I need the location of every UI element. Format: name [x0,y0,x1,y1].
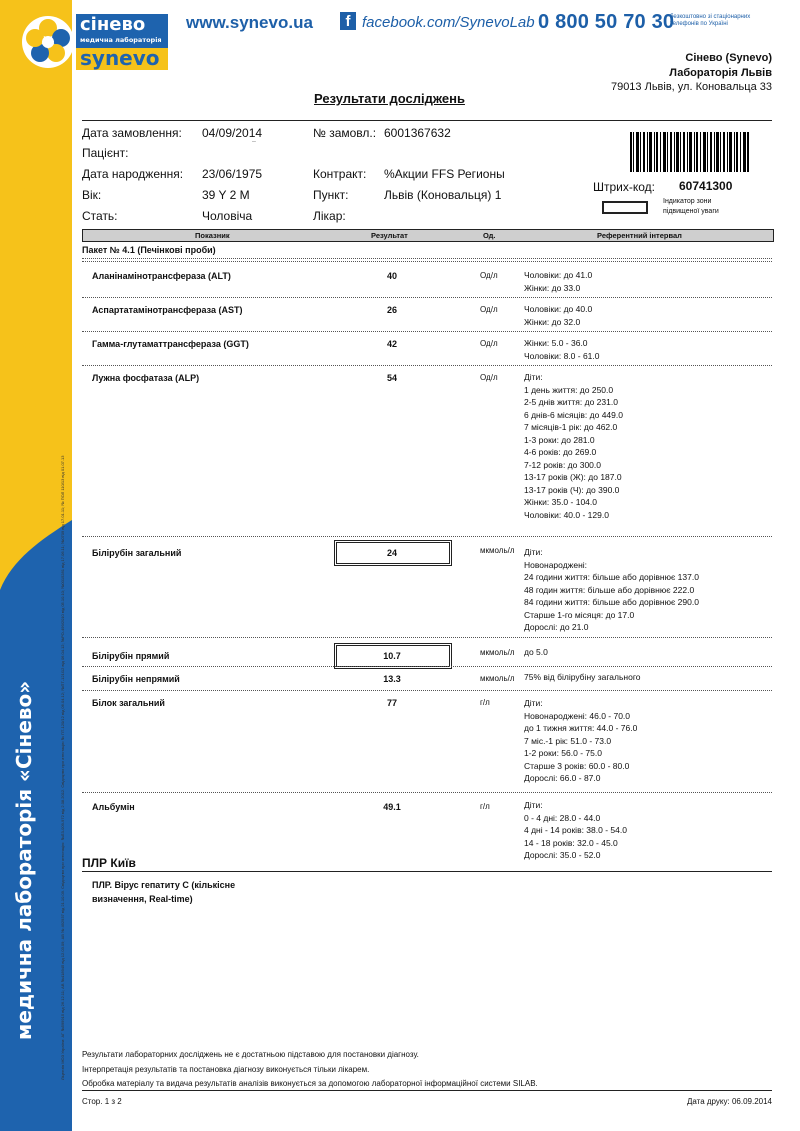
lab-name: Сінево (Synevo) [685,52,772,64]
row-ref [524,337,600,362]
ref-line: 13-17 років (Ч): до 390.0 [524,484,620,495]
lab-branch: Лабораторія Львів [669,67,772,79]
ref-line: 2-5 днів життя: до 231.0 [524,397,618,407]
ref-line: 14 - 18 років: 32.0 - 45.0 [524,837,618,848]
row-name: Білірубін прямий [92,651,170,661]
ref-line: Діти: [524,698,543,708]
ref-line: Старше 1-го місяця: до 17.0 [524,609,635,620]
row-name: Аспартатамінотрансфераза (AST) [92,305,243,315]
row-value: 49.1 [383,802,401,812]
footer-note: Інтерпретація результатів та постановка діагнозу виконується тільки лікарем. [82,1065,370,1074]
footer-note: Результати лабораторних досліджень не є достатньою підставою для постановки діагнозу. [82,1050,419,1059]
row-name: Білірубін загальний [92,548,182,558]
birth-value: 23/06/1975 [202,167,263,181]
ref-line: 1-2 роки: 56.0 - 75.0 [524,748,602,758]
row-unit: г/л [480,802,490,811]
row-ref [524,697,637,785]
row-value: 77 [386,698,397,708]
row-value: 54 [386,373,397,383]
row-unit: Од/л [480,271,498,280]
row-ref [524,269,592,294]
row-unit: Од/л [480,339,498,348]
slogan-text: додає цінність діагнозу [14,131,38,408]
synevo-logo [18,8,168,72]
row-divider [82,365,772,366]
row-value: 40 [386,271,397,281]
ref-line: 1 день життя: до 250.0 [524,384,614,395]
plr-section-title: ПЛР Київ [82,856,136,870]
row-value: 10.7 [383,651,401,661]
row-divider [82,690,772,691]
row-divider [82,297,772,298]
col-ref: Референтний інтервал [597,231,682,240]
ref-line: Жінки: 5.0 - 36.0 [524,338,588,348]
order-date-value: 04/09/2014 [202,126,263,140]
ref-line: 4-6 років: до 269.0 [524,447,597,457]
row-unit: г/л [480,698,490,707]
row-divider [82,637,772,638]
row-value: 13.3 [383,674,401,684]
row-divider [82,261,772,262]
ref-line: Новонароджені: [524,559,588,570]
row-divider [82,666,772,667]
ref-line: Новонароджені: 46.0 - 70.0 [524,710,631,721]
contract-label: Контракт: [313,167,367,181]
ref-line: Діти: [524,372,543,382]
divider [82,1090,772,1091]
order-no-label: № замовл.: [313,126,377,140]
plr-test-name: ПЛР. Вірус гепатиту С (кількісне [92,880,236,890]
row-ref [524,646,548,659]
ref-line: 84 години життя: більше або дорівнює 290.0 [524,597,699,607]
row-name: Гамма-глутаматтрансфераза (GGT) [92,339,249,349]
row-name: Альбумін [92,802,135,812]
row-value: 42 [386,339,397,349]
birth-label: Дата народження: [82,167,184,181]
logo-subtitle: медична лабораторія [80,36,162,44]
logo-text-ua: сінево [80,14,146,35]
ref-line: 7 місяців-1 рік: до 462.0 [524,422,618,432]
age-label: Вік: [82,188,102,202]
ref-line: до 5.0 [524,647,548,657]
divider [82,120,772,121]
lab-name-vertical: медична лабораторія «Сінево» [12,680,36,1040]
ref-line: 24 години життя: більше або дорівнює 137.0 [524,572,699,582]
barcode-value: 60741300 [679,179,733,193]
row-ref [524,371,623,521]
ref-line: Діти: [524,800,543,810]
point-value: Львів (Коновальця) 1 [384,188,502,202]
ref-line: Чоловіки: 40.0 - 129.0 [524,509,609,520]
col-result: Результат [371,231,408,240]
ref-line: Чоловіки: 8.0 - 61.0 [524,350,600,361]
ref-line: 6 днів-6 місяців: до 449.0 [524,409,623,420]
logo-text-en: synevo [80,46,160,70]
ref-line: 7 міс.-1 рік: 51.0 - 73.0 [524,735,612,746]
row-name: Аланінамінотрансфераза (ALT) [92,271,231,281]
lab-address: 79013 Львів, ул. Коновальца 33 [610,81,772,93]
barcode-label: Штрих-код: [593,180,655,194]
page-number: Стор. 1 з 2 [82,1097,122,1106]
ref-line: Чоловіки: до 41.0 [524,270,593,280]
sex-label: Стать: [82,209,118,223]
ref-line: Дорослі: до 21.0 [524,622,589,632]
ref-line: Жінки: до 32.0 [524,316,581,327]
row-unit: Од/л [480,305,498,314]
col-unit: Од. [483,231,496,240]
table-header [82,229,774,242]
ref-line: Старше 3 років: 60.0 - 80.0 [524,760,630,771]
phone-note: безкоштовно зі стаціонарних телефонів по Україні [670,14,751,27]
row-ref [524,303,592,328]
row-unit: мкмоль/л [480,546,515,555]
print-date: Дата друку: 06.09.2014 [686,1097,772,1106]
ref-line: Діти: [524,547,543,557]
col-name: Показник [195,231,230,240]
divider [82,871,772,872]
doctor-label: Лікар: [313,209,346,223]
age-value: 39 Y 2 M [202,188,250,202]
patient-value: – [252,138,256,145]
order-date-label: Дата замовлення: [82,126,182,140]
row-unit: мкмоль/л [480,648,515,657]
barcode-icon [630,132,750,172]
row-ref [524,799,627,862]
row-name: Білірубін непрямий [92,674,180,684]
indicator-label: Індикатор зони підвищеної уваги [663,198,719,215]
row-divider [82,258,772,259]
package-title: Пакет № 4.1 (Печінкові проби) [82,245,216,255]
row-value: 26 [386,305,397,315]
ref-line: 13-17 років (Ж): до 187.0 [524,472,622,482]
ref-line: Дорослі: 66.0 - 87.0 [524,773,601,783]
patient-label: Пацієнт: [82,146,129,160]
ref-line: 7-12 років: до 300.0 [524,459,601,470]
point-label: Пункт: [313,188,349,202]
licence-text: Ліцензія МОЗ України: АГ №599915 від 26.12.11; АВ №418945 від 12.03.09; АВ № 492937 від 21.10.09. Свідоцтво про атестацію: №ЛЗ-009-972 від 2.08.2012. Свідоцтво про атестацію № ПТ-120/12 від 06.04.12; №ПТ-121/12 від 06.04.12; №РО-499/2010 від 05.10.10; №0015281 від 17.06.11; №0709 від 17.01.11; № ПОЛ 110/13 від 01.07.13 [60,455,65,1080]
row-unit: Од/л [480,373,498,382]
ref-line: 1-3 роки: до 281.0 [524,434,595,445]
ref-line: Дорослі: 35.0 - 52.0 [524,850,601,860]
row-ref [524,546,699,634]
ref-line: 4 дні - 14 років: 38.0 - 54.0 [524,825,627,835]
row-unit: мкмоль/л [480,674,515,683]
contract-value: %Акции FFS Регионы [384,167,505,181]
plr-test-name-cont: визначення, Real-time) [92,894,193,904]
row-divider [82,331,772,332]
page-title: Результати досліджень [314,91,465,106]
row-divider [82,536,772,537]
ref-line: 0 - 4 дні: 28.0 - 44.0 [524,812,601,823]
website-link[interactable]: www.synevo.ua [186,13,313,32]
row-name: Білок загальний [92,698,165,708]
hotline-phone: 0 800 50 70 30 [538,11,675,33]
row-value: 24 [386,548,397,558]
order-no-value: 6001367632 [384,126,451,140]
ref-line: 75% від білірубіну загального [524,672,641,682]
ref-line: Чоловіки: до 40.0 [524,304,593,314]
facebook-icon: f [340,12,356,30]
indicator-box [602,201,648,214]
row-ref [524,671,640,684]
ref-line: Жінки: 35.0 - 104.0 [524,497,597,507]
row-name: Лужна фосфатаза (ALP) [92,373,200,383]
row-divider [82,792,772,793]
sex-value: Чоловіча [202,209,253,223]
ref-line: 48 годин життя: більше або дорівнює 222.0 [524,584,695,595]
ref-line: Жінки: до 33.0 [524,282,581,293]
footer-note: Обробка матеріалу та видача результатів аналізів виконується за допомогою лабораторної інформаційної системи SILAB. [82,1079,538,1088]
ref-line: до 1 тижня життя: 44.0 - 76.0 [524,723,638,733]
facebook-link[interactable]: facebook.com/SynevoLab [362,14,535,31]
